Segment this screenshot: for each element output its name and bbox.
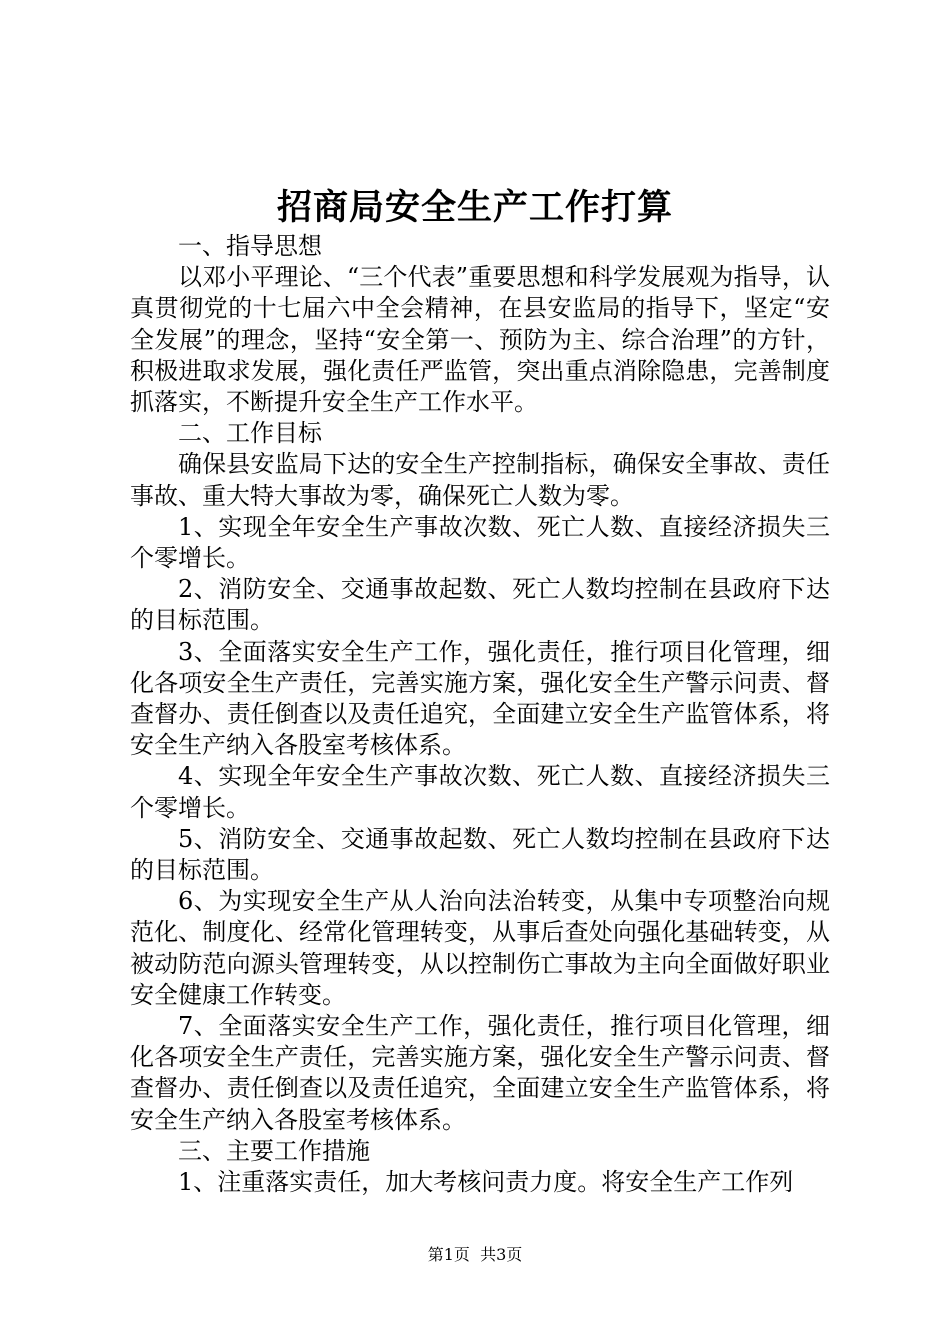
section-heading: 三、主要工作措施 — [178, 1136, 370, 1165]
list-item: 1、注重落实责任，加大考核问责力度。将安全生产工作列 — [178, 1168, 794, 1197]
list-item: 7、全面落实安全生产工作，强化责任，推行项目化管理，细化各项安全生产责任，完善实施方案，强化安全生产警示问责、督查督办、责任倒查以及责任追究，全面建立安全生产监管体系，将安全生产纳入各股室考核体系。 — [130, 1012, 830, 1134]
section-heading: 二、工作目标 — [178, 419, 322, 448]
document-body — [130, 231, 830, 1198]
section-heading: 一、指导思想 — [178, 232, 322, 260]
list-item: 2、消防安全、交通事故起数、死亡人数均控制在县政府下达的目标范围。 — [130, 575, 830, 635]
page-number: 第1页 — [427, 1245, 470, 1264]
page-footer — [0, 1243, 950, 1267]
document-title: 招商局安全生产工作打算 — [276, 187, 673, 228]
list-item: 1、实现全年安全生产事故次数、死亡人数、直接经济损失三个零增长。 — [130, 512, 830, 573]
list-item: 3、全面落实安全生产工作，强化责任，推行项目化管理，细化各项安全生产责任，完善实施方案，强化安全生产警示问责、督查督办、责任倒查以及责任追究，全面建立安全生产监管体系，将安全生产纳入各股室考核体系。 — [130, 637, 830, 760]
page-total: 共3页 — [480, 1245, 523, 1264]
list-item: 4、实现全年安全生产事故次数、死亡人数、直接经济损失三个零增长。 — [130, 762, 830, 822]
paragraph: 以邓小平理论、“三个代表”重要思想和科学发展观为指导，认真贯彻党的十七届六中全会精神，在县安监局的指导下，坚定“安全发展”的理念，坚持“安全第一、预防为主、综合治理”的方针，积极进取求发展，强化责任严监管，突出重点消除隐患，完善制度抓落实，不断提升安全生产工作水平。 — [130, 263, 830, 417]
paragraph: 确保县安监局下达的安全生产控制指标，确保安全事故、责任事故、重大特大事故为零，确保死亡人数为零。 — [130, 450, 830, 510]
list-item: 6、为实现安全生产从人治向法治转变，从集中专项整治向规范化、制度化、经常化管理转变，从事后查处向强化基础转变，从被动防范向源头管理转变，从以控制伤亡事故为主向全面做好职业安全健康工作转变。 — [130, 887, 830, 1009]
list-item: 5、消防安全、交通事故起数、死亡人数均控制在县政府下达的目标范围。 — [130, 824, 830, 885]
